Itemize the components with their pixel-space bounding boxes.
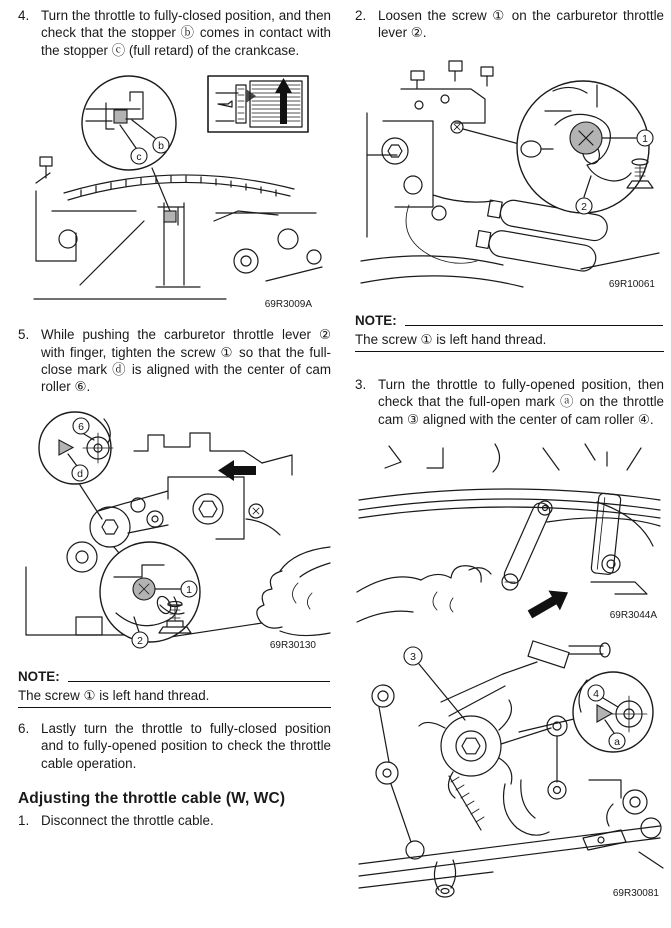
stopper-part [152,168,184,225]
note-rule [405,325,663,326]
step-number: 6. [18,720,30,736]
figure-line-art [34,157,322,299]
svg-text:1: 1 [186,583,192,596]
step-6 [18,720,331,772]
svg-text:c: c [136,151,142,164]
step-text: Loosen the screw ① on the carburetor throttle lever ②. [378,8,664,41]
figure-full-open-mark [355,634,664,902]
svg-text:6: 6 [78,420,84,433]
svg-text:a: a [614,736,620,749]
magnifier-screw-lever [517,81,653,214]
callout-label-c [131,148,147,164]
note-text: The screw ① is left hand thread. [18,687,210,703]
callout-label-6 [73,418,89,434]
left-arrow-icon [218,460,256,481]
step-text: Turn the throttle to fully-opened position, then check that the full-open mark ⓐ on the throttle cam ③ aligned with the center of cam roller ④. [378,376,664,427]
inset-detail-box [208,76,308,132]
note-text: The screw ① is left hand thread. [355,331,547,347]
step-number: 1. [18,813,30,829]
svg-text:3: 3 [410,651,416,664]
step-number: 3. [355,376,367,392]
figure-code: 69R30081 [612,888,659,900]
note-block [355,313,664,352]
callout-label-3 [404,647,422,665]
note-block [18,669,331,708]
up-right-arrow-icon [524,583,574,625]
step-4 [18,7,331,59]
svg-text:b: b [158,140,164,153]
figure-loosen-screw [355,55,664,298]
note-label: NOTE: [355,312,397,328]
figure-code: 69R3044A [609,610,657,622]
step-5 [18,326,331,396]
figure-full-close-mark [18,407,331,654]
step-number: 2. [355,8,367,23]
magnifier-screw-lever [100,542,200,648]
svg-text:2: 2 [137,634,143,647]
step-text: While pushing the carburetor throttle lever ② with finger, tighten the screw ① so that the full-close mark ⓓ is aligned with the center of cam roller ⑥. [41,327,331,395]
note-label: NOTE: [18,668,60,684]
step-1 [18,812,331,829]
figure-code: 69R10061 [608,278,655,290]
step-number: 5. [18,327,30,343]
callout-label-a [609,733,625,749]
step-text: Disconnect the throttle cable. [41,813,214,829]
step-2 [355,7,664,42]
right-column [355,5,664,902]
magnifier-cam-roller [39,412,113,484]
step-text: Lastly turn the throttle to fully-closed position and to fully-opened position to check the throttle cable operation. [41,720,331,771]
step-number: 4. [18,8,30,23]
svg-text:d: d [77,467,83,480]
hand [257,547,330,636]
callout-label-d [72,465,88,481]
note-rule [68,681,330,682]
step-text: Turn the throttle to fully-closed position, and then check that the stopper ⓑ comes in contact with the stopper ⓒ (full retard) of the crankcase. [41,8,331,58]
svg-text:1: 1 [642,132,648,145]
magnifier-callout [82,76,176,170]
callout-label-1 [637,130,653,146]
section-heading: Adjusting the throttle cable (W, WC) [18,790,286,808]
callout-label-1 [181,581,197,597]
figure-stopper-contact [18,71,331,315]
figure-code: 69R30130 [269,639,316,651]
magnifier-cam-roller [573,672,653,752]
svg-text:4: 4 [593,688,599,701]
callout-label-2 [576,198,592,214]
left-column [18,5,331,902]
figure-code: 69R3009A [264,299,312,311]
step-3 [355,376,664,428]
figure-line-art [359,444,660,594]
hand [357,566,491,622]
callout-label-b [153,137,169,153]
callout-label-2 [132,632,148,648]
figure-throttle-hand [355,442,664,625]
svg-text:2: 2 [581,200,587,213]
callout-label-4 [588,685,604,701]
